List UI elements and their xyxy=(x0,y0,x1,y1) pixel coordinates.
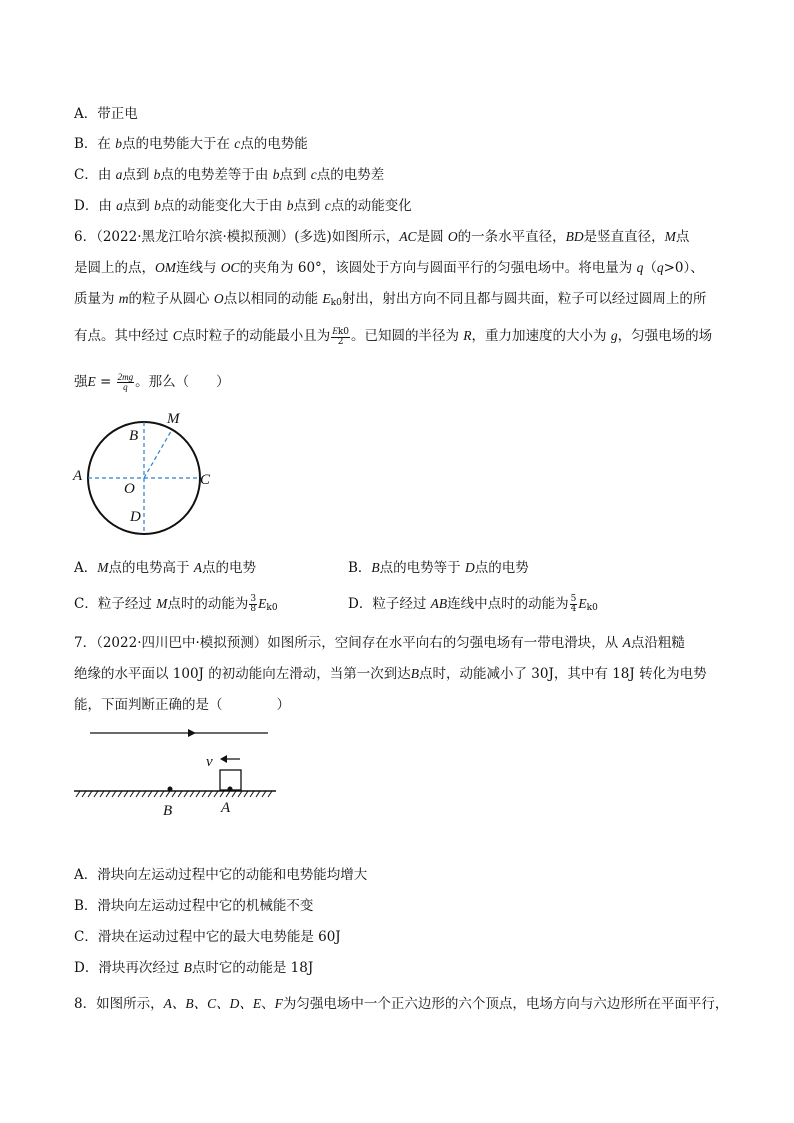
label-o: O xyxy=(124,481,135,497)
q6-option-d: D．粒子经过 AB连线中点时的动能为 $\frac{5}{4}$ $E_{k0}$ xyxy=(348,594,598,614)
q7-stem-line1: 7．（2022·四川巴中·模拟预测）如图所示，空间存在水平向右的匀强电场有一带电滑块，从 A点沿粗糙 xyxy=(74,635,685,651)
q8-stem-line1: 8．如图所示，A、B、C、D、E、F为匀强电场中一个正六边形的六个顶点，电场方向与六边形所在平面平行， xyxy=(74,996,729,1012)
fraction-2mg-over-q: $\frac{2mg}{q}$ xyxy=(117,372,134,392)
label-m: M xyxy=(167,411,180,427)
label-b: B xyxy=(129,428,139,444)
q7-option-b: B．滑块向左运动过程中它的机械能不变 xyxy=(74,898,314,914)
label-v: v xyxy=(206,754,213,770)
q7-slider-diagram xyxy=(70,725,290,825)
q6-option-c: C．粒子经过 M点时的动能为 $\frac{3}{8}$ $E_{k0}$ xyxy=(74,594,278,614)
q5-option-a: A．带正电 xyxy=(74,106,138,122)
q7-stem-line3: 能，下面判断正确的是（ ） xyxy=(74,697,290,713)
ground-hatch xyxy=(76,791,272,797)
q6-option-a: A．M点的电势高于 A点的电势 xyxy=(74,560,257,576)
point-a-dot xyxy=(228,787,233,792)
q7-option-d: D．滑块再次经过 B点时它的动能是 18J xyxy=(74,960,314,976)
q6-circle-diagram xyxy=(70,403,250,553)
q6-stem-line3: 质量为 m的粒子从圆心 O点以相同的动能 $E_{k0}$射出，射出方向不同且都与圆共面，粒子可以经过圆周上的所 xyxy=(74,291,707,308)
q5-option-d: D．由 a点到 b点的动能变化大于由 b点到 c点的动能变化 xyxy=(74,198,412,214)
q6-stem-line5: 强E = $\frac{2mg}{q}$ 。那么（ ） xyxy=(74,372,230,392)
label-c: C xyxy=(200,472,211,488)
q7-option-c: C．滑块在运动过程中它的最大电势能是 60J xyxy=(74,929,341,945)
q7-option-a: A．滑块向左运动过程中它的动能和电势能均增大 xyxy=(74,867,368,883)
point-b-dot xyxy=(168,787,173,792)
q5-option-b: B．在 b点的电势能大于在 c点的电势能 xyxy=(74,136,308,152)
radius-om xyxy=(144,430,172,479)
fraction-ek0-over-2: $\frac{Ek0}{2}$ xyxy=(332,325,349,347)
q6-stem-line2: 是圆上的点，OM连线与 OC的夹角为 60°，该圆处于方向与圆面平行的匀强电场中。将电量为 q（q>0）、 xyxy=(74,260,704,276)
label-a: A xyxy=(73,468,83,484)
label-d: D xyxy=(130,509,141,525)
q5-option-c: C．由 a点到 b点的电势差等于由 b点到 c点的电势差 xyxy=(74,167,385,183)
label-b: B xyxy=(163,803,173,819)
q6-stem-line1: 6．（2022·黑龙江哈尔滨·模拟预测）(多选)如图所示，AC是圆 O的一条水平直径，BD是竖直直径，M点 xyxy=(74,229,690,245)
field-arrow-icon xyxy=(188,729,196,737)
velocity-arrow-head-icon xyxy=(220,755,227,763)
label-a: A xyxy=(221,800,231,816)
q6-stem-line4: 有点。其中经过 C点时粒子的动能最小且为 $\frac{Ek0}{2}$ 。已知圆的半径为 R，重力加速度的大小为 g，匀强电场的场 xyxy=(74,325,713,347)
q7-stem-line2: 绝缘的水平面以 100J 的初动能向左滑动，当第一次到达B点时，动能减小了 30J，其中有 18J 转化为电势 xyxy=(74,666,707,682)
q6-option-b: B．B点的电势等于 D点的电势 xyxy=(348,560,529,576)
